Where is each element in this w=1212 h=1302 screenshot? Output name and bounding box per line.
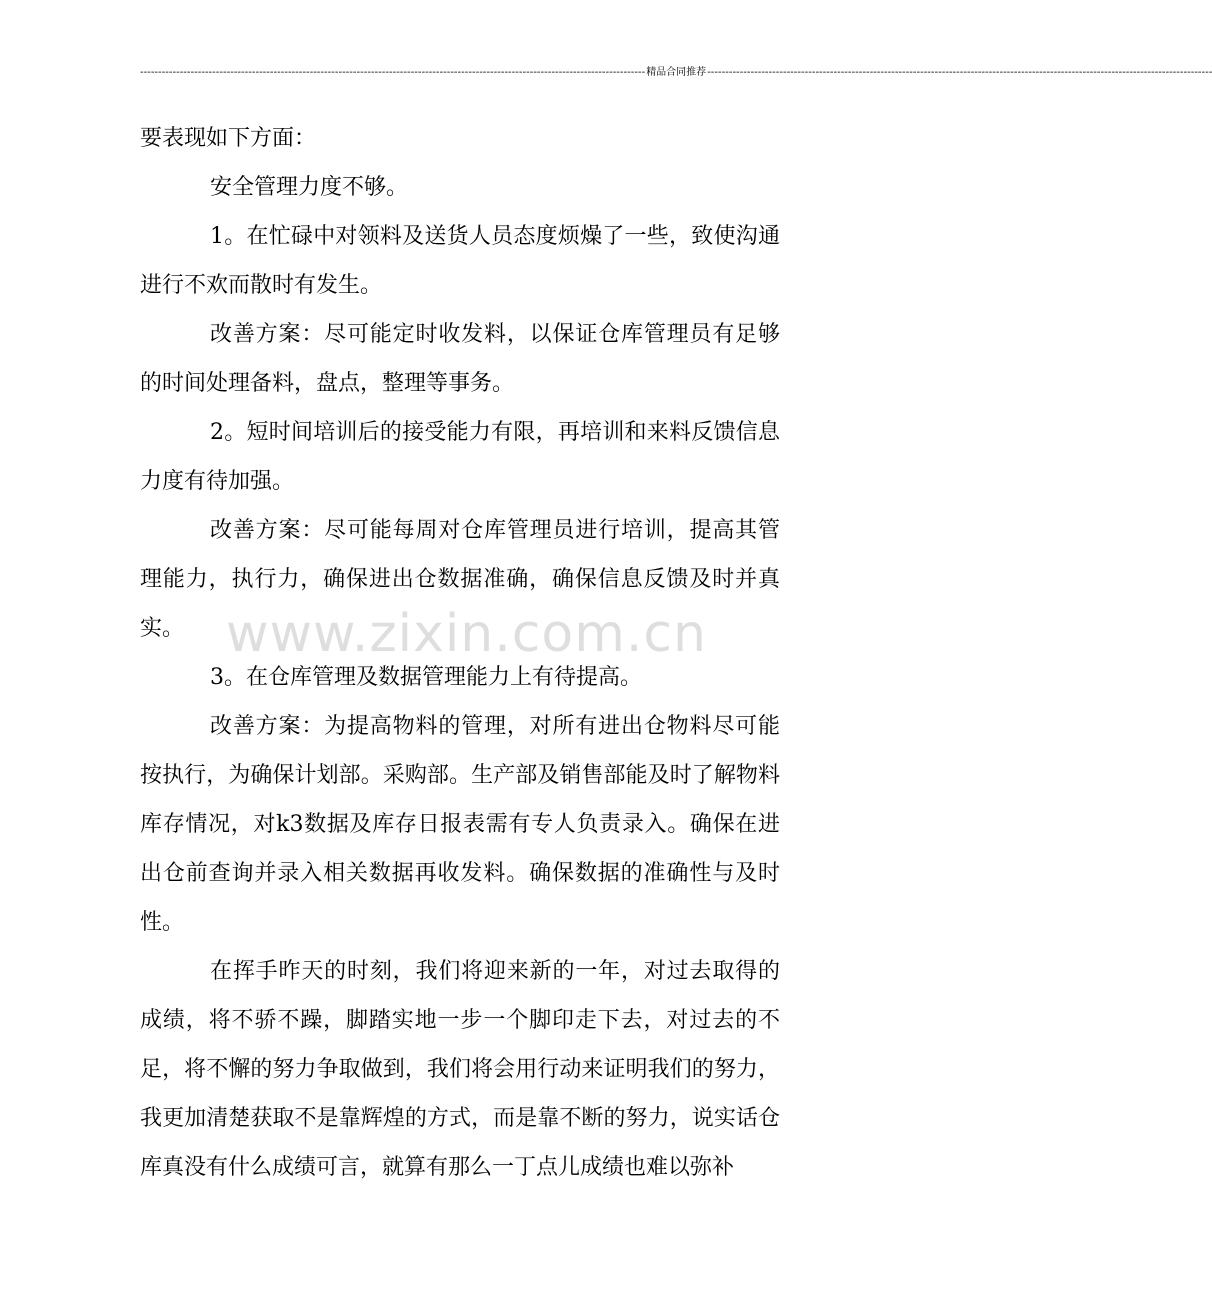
header-rule-right: -------------------------------------------------------------------------------------------------------------------------------------------- (707, 67, 1212, 78)
paragraph: 2。短时间培训后的接受能力有限，再培训和来料反馈信息力度有待加强。 (140, 420, 780, 494)
paragraph: 1。在忙碌中对领料及送货人员态度烦燥了一些，致使沟通进行不欢而散时有发生。 (140, 224, 780, 298)
paragraph: 在挥手昨天的时刻，我们将迎来新的一年，对过去取得的成绩，将不骄不躁，脚踏实地一步一个脚印走下去，对过去的不足，将不懈的努力争取做到，我们将会用行动来证明我们的努力，我更加清楚获取不是靠辉煌的方式，而是靠不断的努力，说实话仓库真没有什么成绩可言，就算有那么一丁点儿成绩也难以弥补 (140, 959, 780, 1180)
paragraph: 要表现如下方面： (140, 126, 317, 151)
paragraph: 改善方案：尽可能每周对仓库管理员进行培训，提高其管理能力，执行力，确保进出仓数据准确，确保信息反馈及时并真实。 (140, 518, 780, 641)
document-body (140, 114, 780, 1192)
paragraph: 3。在仓库管理及数据管理能力上有待提高。 (210, 665, 642, 690)
paragraph: 改善方案：为提高物料的管理，对所有进出仓物料尽可能按执行，为确保计划部。采购部。生产部及销售部能及时了解物料库存情况，对k3数据及库存日报表需有专人负责录入。确保在进出仓前查询并录入相关数据再收发料。确保数据的准确性与及时性。 (140, 714, 780, 935)
paragraph: 安全管理力度不够。 (210, 175, 409, 200)
header-rule-left: -------------------------------------------------------------------------------------------------------------------------------------------- (140, 67, 646, 78)
page-header (140, 66, 1212, 80)
watermark-text: www.zixin.com.cn (226, 604, 707, 664)
paragraph: 改善方案：尽可能定时收发料，以保证仓库管理员有足够的时间处理备料，盘点，整理等事务。 (140, 322, 780, 396)
header-title: 精品合同推荐 (646, 67, 707, 78)
